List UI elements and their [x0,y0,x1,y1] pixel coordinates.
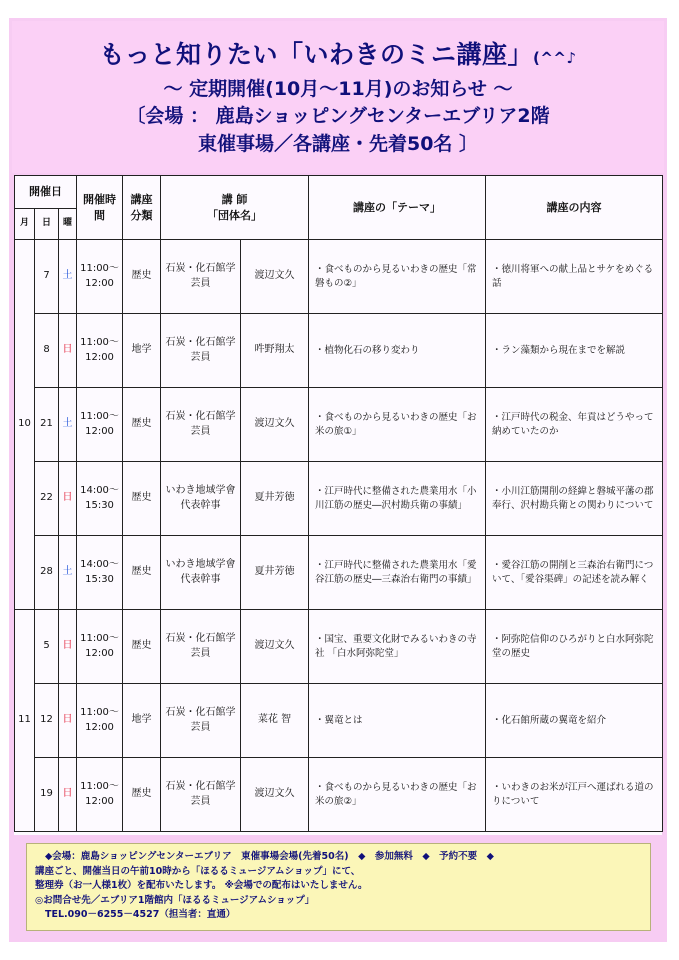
org-cell: 石炭・化石館学芸員 [161,610,241,684]
header-category: 講座分類 [123,176,161,240]
lecturer-cell: 渡辺文久 [241,240,309,314]
category-cell: 歴史 [123,758,161,832]
table-row [15,388,663,462]
subtitle: ～ 定期開催(10月～11月)のお知らせ ～ [163,78,513,100]
org-cell: いわき地域学會代表幹事 [161,462,241,536]
time-cell: 11:00～12:00 [77,388,123,462]
time-cell: 14:00～15:30 [77,462,123,536]
lecturer-cell: 菜花 智 [241,684,309,758]
content-cell: ・化石館所蔵の翼竜を紹介 [486,684,663,758]
lecturer-cell: 渡辺文久 [241,610,309,684]
time-cell: 11:00～12:00 [77,314,123,388]
header-content: 講座の内容 [486,176,663,240]
table-row [15,610,663,684]
lecturer-cell: 夏井芳徳 [241,462,309,536]
table-row [15,758,663,832]
dow-cell: 日 [59,314,77,388]
dow-cell: 土 [59,240,77,314]
org-cell: 石炭・化石館学芸員 [161,388,241,462]
org-cell: 石炭・化石館学芸員 [161,758,241,832]
schedule-table [14,175,663,832]
content-cell: ・愛谷江筋の開削と三森治右衛門について、「愛谷渠碑」の記述を読み解く [486,536,663,610]
footer-phone-line: TEL.090－6255－4527（担当者：直通） [45,909,236,920]
day-cell: 7 [35,240,59,314]
time-cell: 11:00～12:00 [77,758,123,832]
table-row [15,314,663,388]
theme-cell: ・江戸時代に整備された農業用水「愛谷江筋の歴史―三森治右衛門の事績」 [309,536,486,610]
org-cell: 石炭・化石館学芸員 [161,240,241,314]
content-cell: ・江戸時代の税金、年貢はどうやって納めていたのか [486,388,663,462]
content-cell: ・阿弥陀信仰のひろがりと白水阿弥陀堂の歴史 [486,610,663,684]
category-cell: 地学 [123,314,161,388]
header-dow: 曜 [59,209,77,240]
category-cell: 歴史 [123,462,161,536]
theme-cell: ・植物化石の移り変わり [309,314,486,388]
time-cell: 11:00～12:00 [77,610,123,684]
header-time: 開催時間 [77,176,123,240]
theme-cell: ・翼竜とは [309,684,486,758]
lecturer-cell: 吽野翔太 [241,314,309,388]
org-cell: いわき地域学會代表幹事 [161,536,241,610]
day-cell: 22 [35,462,59,536]
lecturer-cell: 渡辺文久 [241,758,309,832]
dow-cell: 日 [59,462,77,536]
dow-cell: 土 [59,536,77,610]
month-cell: 11 [15,610,35,832]
day-cell: 12 [35,684,59,758]
content-cell: ・小川江筋開削の経緯と磐城平藩の郡奉行、沢村勘兵衛との関わりについて [486,462,663,536]
flyer-page [9,18,667,942]
table-row [15,462,663,536]
header-lecturer: 講 師 「団体名」 [161,176,309,240]
category-cell: 地学 [123,684,161,758]
header-month: 月 [15,209,35,240]
footer-venue-line: ◆会場：鹿島ショッピングセンターエブリア 東催事場会場(先着50名) ◆ 参加無料 ◆ 予約不要 ◆ [45,851,494,862]
theme-cell: ・食べものから見るいわきの歴史「お米の旅①」 [309,388,486,462]
theme-cell: ・食べものから見るいわきの歴史「お米の旅②」 [309,758,486,832]
table-row [15,684,663,758]
category-cell: 歴史 [123,536,161,610]
time-cell: 11:00～12:00 [77,684,123,758]
category-cell: 歴史 [123,388,161,462]
month-cell: 10 [15,240,35,610]
dow-cell: 土 [59,388,77,462]
dow-cell: 日 [59,610,77,684]
theme-cell: ・食べものから見るいわきの歴史「常磐もの②」 [309,240,486,314]
day-cell: 5 [35,610,59,684]
footer-ticket-line: 講座ごと、開催当日の午前10時から「ほるるミュージアムショップ」にて、 [35,865,361,877]
header-day: 日 [35,209,59,240]
time-cell: 11:00～12:00 [77,240,123,314]
venue-line-2: 東催事場／各講座・先着50名 〕 [197,133,479,155]
content-cell: ・ラン藻類から現在までを解説 [486,314,663,388]
day-cell: 21 [35,388,59,462]
org-cell: 石炭・化石館学芸員 [161,314,241,388]
dow-cell: 日 [59,684,77,758]
info-footer [26,843,651,931]
theme-cell: ・国宝、重要文化財でみるいわきの寺社 「白水阿弥陀堂」 [309,610,486,684]
footer-ticket-line-2: 整理券（お一人様1枚）を配布いたします。 ※会場での配布はいたしません。 [35,880,368,891]
header-date: 開催日 [15,176,77,209]
org-cell: 石炭・化石館学芸員 [161,684,241,758]
category-cell: 歴史 [123,610,161,684]
schedule-table-wrap [14,175,662,835]
page-title: もっと知りたい「いわきのミニ講座」(^^♪ [99,40,577,69]
venue-line: 〔会場 ： 鹿島ショッピングセンターエブリア2階 [126,105,550,127]
day-cell: 8 [35,314,59,388]
theme-cell: ・江戸時代に整備された農業用水「小川江筋の歴史―沢村勘兵衛の事績」 [309,462,486,536]
day-cell: 19 [35,758,59,832]
day-cell: 28 [35,536,59,610]
lecturer-cell: 渡辺文久 [241,388,309,462]
table-row [15,536,663,610]
header-theme: 講座の「テーマ」 [309,176,486,240]
time-cell: 14:00～15:30 [77,536,123,610]
content-cell: ・徳川将軍への献上品とサケをめぐる話 [486,240,663,314]
dow-cell: 日 [59,758,77,832]
lecturer-cell: 夏井芳徳 [241,536,309,610]
category-cell: 歴史 [123,240,161,314]
table-row [15,240,663,314]
footer-contact-line: ◎お問合せ先／エブリア1階館内「ほるるミュージアムショップ」 [35,894,315,906]
flyer-header [12,21,664,173]
content-cell: ・いわきのお米が江戸へ運ばれる道のりについて [486,758,663,832]
